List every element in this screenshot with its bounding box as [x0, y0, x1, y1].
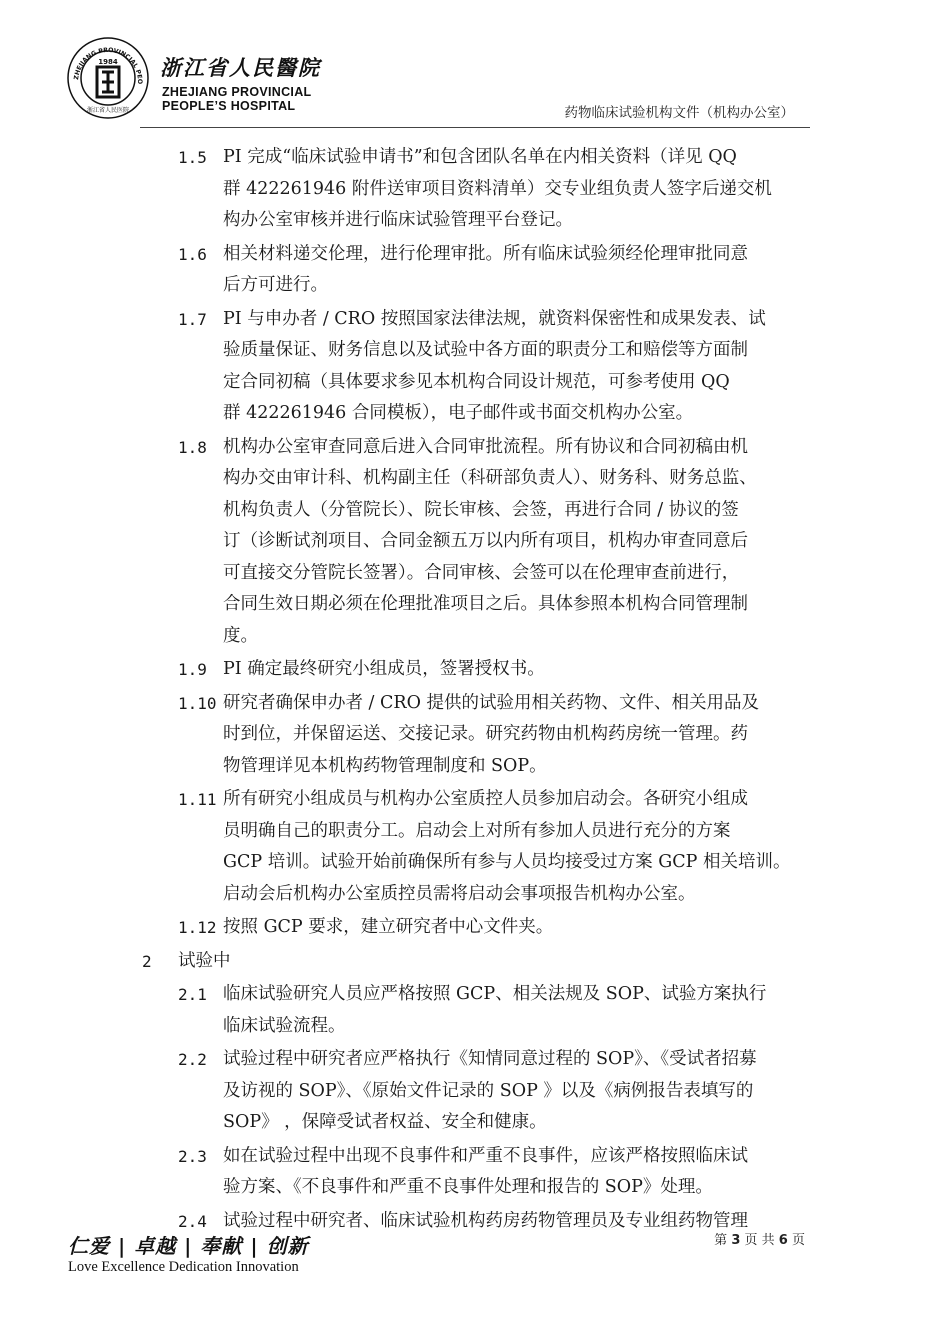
clause-line: 员明确自己的职责分工。启动会上对所有参加人员进行充分的方案 [223, 820, 731, 841]
clause-number: 2.4 [178, 1211, 207, 1231]
clause-text [223, 142, 801, 237]
hospital-logo [66, 36, 150, 120]
hospital-name-en-line1: ZHEJIANG PROVINCIAL [162, 85, 312, 99]
clause-line: 如在试验过程中出现不良事件和严重不良事件，应该严格按照临床试 [223, 1145, 748, 1166]
clause-text [223, 912, 801, 944]
clause-line: 试验中 [178, 950, 231, 971]
clause-line: PI 完成“临床试验申请书”和包含团队名单在内相关资料（详见 QQ [223, 147, 737, 167]
clause-text [223, 688, 801, 783]
clause-text [178, 946, 756, 978]
clause-line: 启动会后机构办公室质控员需将启动会事项报告机构办公室。 [223, 883, 696, 904]
clause-line: 试验过程中研究者、临床试验机构药房药物管理员及专业组药物管理 [223, 1210, 748, 1231]
clause-line: SOP》 ，保障受试者权益、安全和健康。 [223, 1112, 547, 1132]
page-mid: 页 共 [744, 1233, 775, 1248]
clause-line: 构办公室审核并进行临床试验管理平台登记。 [223, 210, 573, 230]
clause-line: GCP 培训。试验开始前确保所有参与人员均接受过方案 GCP 相关培训。 [223, 852, 791, 872]
clause-line: 物管理详见本机构药物管理制度和 SOP。 [223, 755, 547, 776]
clause-line: 及访视的 SOP》、《原始文件记录的 SOP 》以及《病例报告表填写的 [223, 1080, 754, 1101]
clause-text [223, 1044, 801, 1139]
clause-line: 订（诊断试剂项目、合同金额五万以内所有项目，机构办审查同意后 [223, 531, 748, 551]
clause-number: 1.9 [178, 660, 207, 679]
clause-number: 1.5 [178, 148, 207, 167]
clause-line: 定合同初稿（具体要求参见本机构合同设计规范，可参考使用 QQ [223, 371, 730, 392]
clause-line: 构办交由审计科、机构副主任（科研部负责人）、财务科、财务总监、 [223, 468, 757, 488]
clause-line: 按照 GCP 要求，建立研究者中心文件夹。 [223, 917, 554, 937]
clause-text [223, 1141, 801, 1204]
clause-line: 研究者确保申办者 / CRO 提供的试验用相关药物、文件、相关用品及 [223, 692, 759, 713]
clause-number: 1.12 [178, 918, 217, 937]
clause-line: 度。 [223, 625, 258, 646]
page-total: 6 [778, 1233, 788, 1248]
clause-text [223, 239, 801, 302]
clause-line: 群 422261946 合同模板），电子邮件或书面交机构办公室。 [223, 403, 694, 423]
clause-line: 机构负责人（分管院长）、院长审核、会签，再进行合同 / 协议的签 [223, 499, 739, 520]
clause-number: 1.7 [178, 309, 207, 329]
header-divider [140, 127, 810, 128]
clause-line: 后方可进行。 [223, 275, 328, 295]
clause-number: 2.3 [178, 1146, 207, 1166]
clause-number: 1.11 [178, 790, 217, 809]
clause-line: 临床试验研究人员应严格按照 GCP、相关法规及 SOP、试验方案执行 [223, 984, 767, 1004]
clause-line: 试验过程中研究者应严格执行《知情同意过程的 SOP》、《受试者招募 [223, 1049, 757, 1069]
clause-line: 可直接交分管院长签署）。合同审核、会签可以在伦理审查前进行， [223, 562, 740, 583]
clause-number: 1.6 [178, 244, 207, 264]
document-type: 药物临床试验机构文件（机构办公室） [564, 105, 794, 121]
page-prefix: 第 [714, 1233, 728, 1248]
clause-number: 2 [142, 951, 152, 971]
clause-line: 时到位，并保留运送、交接记录。研究药物由机构药房统一管理。药 [223, 724, 748, 744]
page-current: 3 [731, 1233, 741, 1248]
clause-number: 1.8 [178, 437, 207, 457]
clause-line: PI 确定最终研究小组成员，签署授权书。 [223, 659, 545, 679]
clause-line: 群 422261946 附件送审项目资料清单）交专业组负责人签字后递交机 [223, 178, 772, 199]
clause-text [223, 979, 801, 1042]
clause-text [223, 654, 801, 686]
clause-line: 合同生效日期必须在伦理批准项目之后。具体参照本机构合同管理制 [223, 594, 748, 614]
clause-line: 验质量保证、财务信息以及试验中各方面的职责分工和赔偿等方面制 [223, 340, 748, 360]
clause-line: 验方案、《不良事件和严重不良事件处理和报告的 SOP》处理。 [223, 1177, 713, 1197]
clause-text [223, 304, 801, 430]
hospital-name-en-line2: PEOPLE’S HOSPITAL [162, 99, 296, 113]
clause-line: 相关材料递交伦理，进行伦理审批。所有临床试验须经伦理审批同意 [223, 243, 748, 264]
slogan-en: Love Excellence Dedication Innovation [68, 1259, 299, 1275]
page-number [714, 1229, 805, 1248]
clause-number: 2.1 [178, 985, 207, 1004]
svg-text:浙江省人民医院: 浙江省人民医院 [86, 107, 130, 114]
seal-year: 1984 [98, 58, 118, 66]
page-suffix: 页 [791, 1233, 805, 1248]
clause-line: 所有研究小组成员与机构办公室质控人员参加启动会。各研究小组成 [223, 789, 748, 809]
clause-text [223, 432, 801, 653]
clause-line: PI 与申办者 / CRO 按照国家法律法规，就资料保密性和成果发表、试 [223, 308, 766, 329]
hospital-name-cn: 浙江省人民醫院 [160, 55, 321, 80]
slogan-cn: 仁爱 | 卓越 | 奉献 | 创新 [68, 1234, 309, 1258]
clause-number: 1.10 [178, 693, 217, 713]
clause-line: 临床试验流程。 [223, 1015, 346, 1036]
seal-arc-text: ZHEJIANG PROVINCIAL PEO [73, 46, 144, 85]
clause-line: 机构办公室审查同意后进入合同审批流程。所有协议和合同初稿由机 [223, 436, 748, 457]
clause-text [223, 784, 801, 910]
clause-number: 2.2 [178, 1050, 207, 1069]
